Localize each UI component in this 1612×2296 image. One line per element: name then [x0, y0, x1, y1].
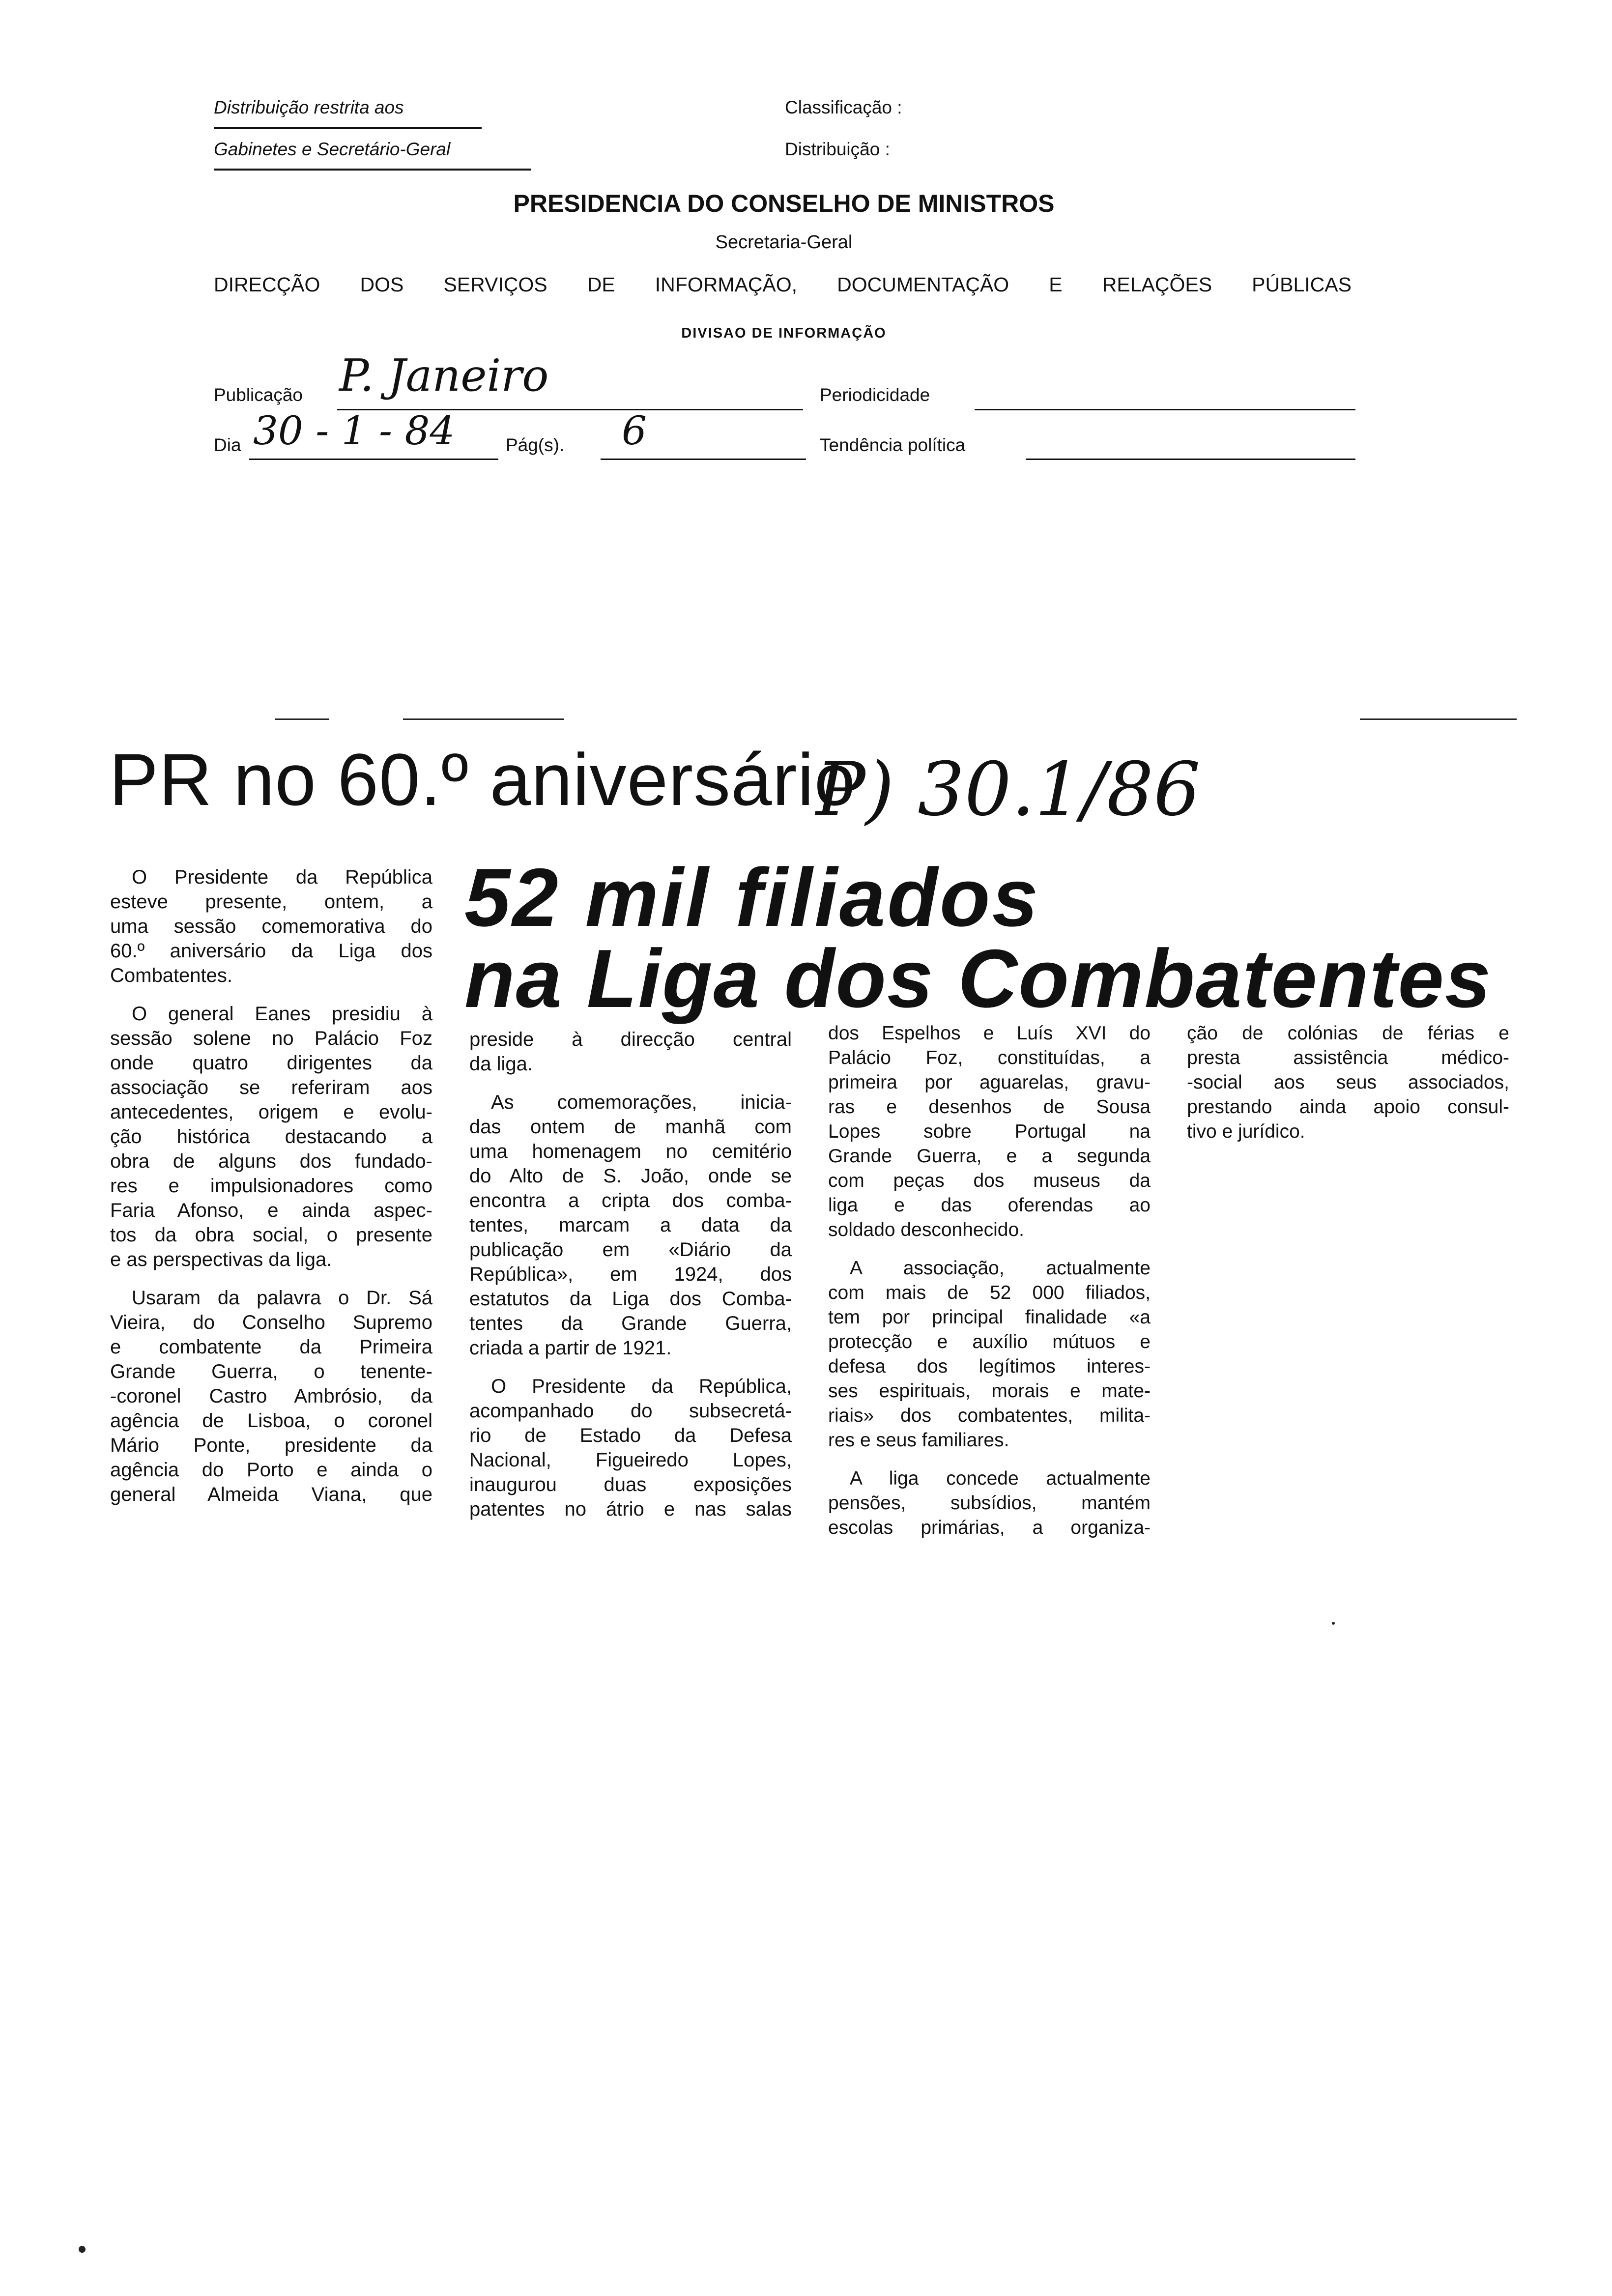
directorate-line — [214, 273, 1352, 296]
scan-speck — [79, 2246, 86, 2253]
text-line: estatutos da Liga dos Comba- — [469, 1288, 792, 1310]
text-line: uma homenagem no cemitério — [469, 1141, 792, 1162]
text-line: -social aos seus associados, — [1187, 1072, 1509, 1093]
article-kicker: PR no 60.º aniversário — [109, 738, 856, 821]
rule-segment — [403, 718, 564, 720]
text-line: associação se referiram aos — [110, 1077, 432, 1098]
underline — [214, 169, 531, 171]
directorate-word: INFORMAÇÃO, — [655, 273, 798, 296]
text-line: agência de Lisboa, o coronel — [110, 1410, 432, 1432]
text-line: presta assistência médico- — [1187, 1047, 1509, 1068]
text-line: da liga. — [469, 1053, 533, 1075]
text-line: tentes, marcam a data da — [469, 1214, 792, 1236]
text-line: Vieira, do Conselho Supremo — [110, 1312, 432, 1333]
article-column-1 — [110, 865, 432, 1521]
article-paragraph — [469, 1090, 792, 1360]
rule-segment — [275, 718, 329, 720]
tendency-label: Tendência política — [820, 435, 966, 455]
text-line: ção de colónias de férias e — [1187, 1023, 1509, 1044]
scan-speck — [1332, 1622, 1335, 1625]
pages-value-handwritten: 6 — [622, 408, 647, 454]
text-line: tos da obra social, o presente — [110, 1224, 432, 1246]
article-paragraph — [110, 1286, 432, 1507]
text-line: Lopes sobre Portugal na — [828, 1121, 1151, 1142]
text-line: As comemorações, inicia- — [491, 1091, 792, 1113]
text-line: Combatentes. — [110, 965, 233, 986]
text-line: protecção e auxílio mútuos e — [828, 1331, 1151, 1352]
directorate-word: DOS — [360, 273, 404, 296]
text-line: agência do Porto e ainda o — [110, 1459, 432, 1481]
directorate-word: RELAÇÕES — [1102, 273, 1212, 296]
text-line: pensões, subsídios, mantém — [828, 1492, 1151, 1514]
periodicity-label: Periodicidade — [820, 385, 930, 405]
text-line: sessão solene no Palácio Foz — [110, 1028, 432, 1049]
text-line: Usaram da palavra o Dr. Sá — [132, 1287, 432, 1309]
text-line: do Alto de S. João, onde se — [469, 1165, 792, 1187]
text-line: Grande Guerra, o tenente- — [110, 1361, 432, 1382]
text-line: com mais de 52 000 filiados, — [828, 1282, 1151, 1303]
text-line: e as perspectivas da liga. — [110, 1249, 332, 1270]
text-line: res e impulsionadores como — [110, 1175, 432, 1197]
text-line: general Almeida Viana, que — [110, 1484, 432, 1505]
article-column-4 — [1187, 1021, 1509, 1158]
subtitle: Secretaria-Geral — [715, 232, 853, 253]
text-line: ras e desenhos de Sousa — [828, 1096, 1151, 1118]
text-line: rio de Estado da Defesa — [469, 1425, 792, 1446]
text-line: A liga concede actualmente — [850, 1468, 1151, 1489]
text-line: ção histórica destacando a — [110, 1126, 432, 1148]
text-line: soldado desconhecido. — [828, 1219, 1024, 1240]
directorate-word: DIRECÇÃO — [214, 273, 320, 296]
text-line: com peças dos museus da — [828, 1170, 1151, 1191]
text-line: Mário Ponte, presidente da — [110, 1435, 432, 1456]
text-line: encontra a cripta dos comba- — [469, 1190, 792, 1211]
directorate-word: DOCUMENTAÇÃO — [837, 273, 1009, 296]
text-line: acompanhado do subsecretá- — [469, 1400, 792, 1422]
day-field-line — [249, 459, 498, 460]
text-line: primeira por aguarelas, gravu- — [828, 1072, 1151, 1093]
text-line: inaugurou duas exposições — [469, 1474, 792, 1495]
text-line: criada a partir de 1921. — [469, 1337, 672, 1359]
directorate-word: E — [1049, 273, 1063, 296]
pages-label: Pág(s). — [506, 435, 565, 455]
directorate-word: PÚBLICAS — [1252, 273, 1352, 296]
article-paragraph — [1187, 1021, 1509, 1144]
directorate-word: DE — [587, 273, 615, 296]
text-line: dos Espelhos e Luís XVI do — [828, 1023, 1151, 1044]
article-paragraph — [828, 1466, 1151, 1540]
headline-line2: na Liga dos Combatentes — [464, 932, 1492, 1025]
pages-field-line — [601, 459, 806, 460]
text-line: res e seus familiares. — [828, 1430, 1009, 1451]
text-line: das ontem de manhã com — [469, 1116, 792, 1138]
article-paragraph — [110, 865, 432, 988]
text-line: antecedentes, origem e evolu- — [110, 1101, 432, 1123]
text-line: Nacional, Figueiredo Lopes, — [469, 1449, 792, 1471]
text-line: tivo e jurídico. — [1187, 1121, 1305, 1142]
publication-value-handwritten: P. Janeiro — [339, 350, 549, 402]
periodicity-field-line — [975, 409, 1355, 410]
headline-line1: 52 mil filiados — [464, 851, 1040, 944]
text-line: ses espirituais, morais e mate- — [828, 1380, 1151, 1402]
text-line: prestando ainda apoio consul- — [1187, 1096, 1509, 1118]
text-line: Grande Guerra, e a segunda — [828, 1146, 1151, 1167]
text-line: 60.º aniversário da Liga dos — [110, 940, 432, 962]
text-line: O Presidente da República — [132, 866, 432, 888]
text-line: onde quatro dirigentes da — [110, 1052, 432, 1074]
distribution-restricted-line2: Gabinetes e Secretário-Geral — [214, 139, 451, 159]
text-line: defesa dos legítimos interes- — [828, 1356, 1151, 1377]
day-label: Dia — [214, 435, 241, 455]
article-paragraph — [469, 1374, 792, 1521]
text-line: República», em 1924, dos — [469, 1263, 792, 1285]
text-line: publicação em «Diário da — [469, 1239, 792, 1261]
division-label: DIVISAO DE INFORMAÇÃO — [681, 325, 887, 341]
classification-label: Classificação : — [785, 97, 902, 117]
handwritten-annotation: P) 30.1/86 — [816, 747, 1201, 832]
text-line: patentes no átrio e nas salas — [469, 1498, 792, 1520]
text-line: esteve presente, ontem, a — [110, 891, 432, 913]
tendency-field-line — [1026, 459, 1355, 460]
text-line: Palácio Foz, constituídas, a — [828, 1047, 1151, 1068]
page-title: PRESIDENCIA DO CONSELHO DE MINISTROS — [513, 190, 1055, 217]
publication-label: Publicação — [214, 385, 303, 405]
article-paragraph — [828, 1021, 1151, 1242]
text-line: O general Eanes presidiu à — [132, 1003, 432, 1025]
article-paragraph — [110, 1002, 432, 1272]
text-line: tem por principal finalidade «a — [828, 1307, 1151, 1328]
day-value-handwritten: 30 - 1 - 84 — [253, 408, 455, 454]
text-line: preside à direcção central — [469, 1029, 792, 1050]
text-line: O Presidente da República, — [491, 1376, 792, 1397]
rule-segment — [1360, 718, 1517, 720]
text-line: riais» dos combatentes, milita- — [828, 1405, 1151, 1426]
text-line: tentes da Grande Guerra, — [469, 1313, 792, 1334]
text-line: Faria Afonso, e ainda aspec- — [110, 1200, 432, 1221]
article-column-3 — [828, 1021, 1151, 1554]
article-paragraph — [469, 1027, 792, 1076]
text-line: obra de alguns dos fundado- — [110, 1150, 432, 1172]
text-line: A associação, actualmente — [850, 1258, 1151, 1279]
text-line: e combatente da Primeira — [110, 1336, 432, 1358]
article-column-2 — [469, 1027, 792, 1535]
distribution-restricted-line1: Distribuição restrita aos — [214, 97, 404, 117]
text-line: uma sessão comemorativa do — [110, 916, 432, 937]
distribution-label: Distribuição : — [785, 139, 890, 159]
directorate-word: SERVIÇOS — [443, 273, 547, 296]
text-line: escolas primárias, a organiza- — [828, 1517, 1151, 1538]
text-line: liga e das oferendas ao — [828, 1195, 1151, 1216]
article-paragraph — [828, 1256, 1151, 1453]
text-line: -coronel Castro Ambrósio, da — [110, 1385, 432, 1407]
underline — [214, 127, 482, 129]
